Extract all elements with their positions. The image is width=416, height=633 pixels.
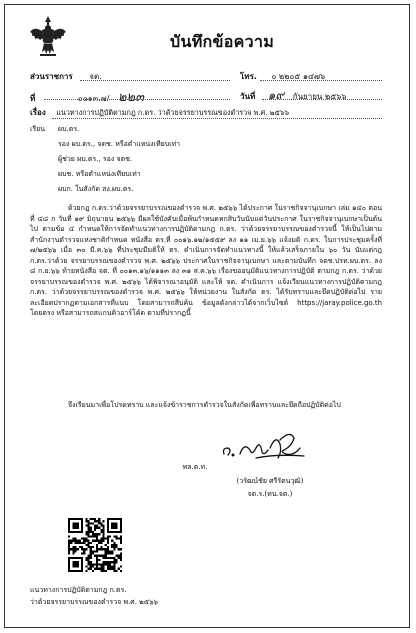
doc-number-handwritten: ๒๒๓	[117, 90, 144, 105]
signer-position: จต.ร.(ทน.จต.)	[247, 490, 293, 498]
doc-number-value: ๐๐๑๓.๗/	[77, 94, 110, 103]
tel-value: ๐ ๒๒๐๕ ๑๔๗๖	[271, 72, 326, 81]
recipient-list	[58, 124, 180, 194]
memo-title: บันทึกข้อความ	[170, 32, 275, 51]
footer-line-2: ว่าด้วยจรรยาบรรณของตำรวจ พ.ศ. ๒๕๖๖	[30, 598, 158, 606]
recipient-line: ผู้ช่วย ผบ.ตร., รอง จตช.	[58, 155, 133, 163]
handwritten-signature	[220, 428, 310, 464]
agency-dotted-line	[80, 80, 230, 81]
body-paragraph-1: ด้วยกฎ ก.ตร.ว่าด้วยจรรยาบรรณของตำรวจ พ.ศ. ๒๕๖๖ ได้ประกาศ ในราชกิจจานุเบกษา เล่ม ๑๔๐ ตอนที่ ๔๘ ก วันที่ ๑๙ มิถุนายน ๒๕๖๖ มีผลใช้บังคับเมื่อพ้นกำหนดหกสิบวันนับแต่วันประกาศ ในราชกิจจานุเบกษาเป็นต้นไป ตามข้อ ๔ กำหนดให้การจัดทำแนวทางการปฏิบัติตามกฎ ก.ตร. ว่าด้วยจรรยาบรรณของตำรวจนี้ ให้เป็นไปตามสำนักงานตำรวจแห่งชาติกำหนด หนังสือ ตร.ที่ ๐๐๑๖.๑๒/๑๕๕๙ ลง ๑๑ เม.ย.๖๖ แจ้งมติ ก.ตร. ในการประชุมครั้งที่ ๗/๒๕๖๖ เมื่อ ๓๐ มี.ค.๖๖ ที่ประชุมมีมติให้ ตร. ดำเนินการจัดทำแนวทางนี้ ให้แล้วเสร็จภายใน ๖๐ วัน นับแต่กฎ ก.ตร.ว่าด้วย จรรยาบรรณของตำรวจ พ.ศ. ๒๕๖๖ ประกาศในราชกิจจานุเบกษา และตามบันทึก จตช.ปรท.ผบ.ตร. ลง ๘ ก.ย.๖๖ ท้ายหนังสือ จต. ที่ ๐๐๑๓.๑๖/๑๑๑๓ ลง ๓๑ ส.ค.๖๖ เรื่องขออนุมัติแนวทางการปฏิบัติ ตามกฎ ก.ตร. ว่าด้วยจรรยาบรรณของตำรวจ พ.ศ. ๒๕๖๖ ได้พิจารณาอนุมัติ และให้ จต. ดำเนินการ แจ้งเวียนแนวทางการปฏิบัติตามกฎ ก.ตร. ว่าด้วยจรรยาบรรณของตำรวจ พ.ศ. ๒๕๖๖ ให้หน่วยงาน ในสังกัด ตร. ได้รับทราบและยึดปฏิบัติต่อไป รายละเอียดปรากฏตามเอกสารที่แนบ โดยสามารถสืบค้น ข้อมูลดังกล่าวได้จากเว็บไซต์ https://jaray.police.go.th โดยตรง หรือสามารถสแกนคิวอาร์โค้ด ตามที่ปรากฏนี้	[30, 204, 382, 317]
agency-label: ส่วนราชการ	[30, 72, 73, 81]
date-dotted-line	[262, 99, 382, 100]
agency-value: จต.	[89, 72, 102, 81]
garuda-emblem-icon	[28, 14, 68, 58]
recipient-line: ผบช. หรือตำแหน่งเทียบเท่า	[58, 170, 141, 178]
date-label: วันที่	[240, 92, 256, 101]
qr-code[interactable]	[68, 518, 122, 572]
doc-number-label: ที่	[30, 94, 36, 103]
tel-label: โทร.	[240, 72, 257, 81]
body-paragraph-2: จึงเรียนมาเพื่อโปรดทราบ และแจ้งข้าราชการตำรวจในสังกัดเพื่อทราบและยึดถือปฏิบัติต่อไป	[68, 401, 341, 409]
signer-name: (วรัฒน์ชัย ศรีรัตนวุฒิ)	[236, 477, 304, 485]
recipient-line: ผบ.ตร.	[58, 125, 80, 133]
date-day: ๑๙	[267, 88, 285, 102]
agency-row	[30, 70, 102, 83]
footer-line-1: แนวทางการปฏิบัติตามกฎ ก.ตร.	[30, 586, 127, 594]
tel-row	[240, 70, 325, 83]
subject-dotted-line	[52, 118, 382, 119]
signer-rank: พล.ต.ท.	[182, 463, 208, 471]
recipient-line: รอง ผบ.ตร., จตช. หรือตำแหน่งเทียบเท่า	[58, 140, 181, 148]
recipient-line: ผบก. ในสังกัด สง.ผบ.ตร.	[58, 185, 134, 193]
doc-number-dotted-line	[44, 99, 230, 100]
subject-value: แนวทางการปฏิบัติตามกฎ ก.ตร. ว่าด้วยจรรยาบรรณของตำรวจ พ.ศ. ๒๕๖๖	[56, 108, 290, 117]
date-row	[240, 86, 346, 105]
recipient-label: เรียน	[30, 125, 46, 133]
subject-label: เรื่อง	[30, 108, 46, 117]
date-month-year: กันยายน ๒๕๖๖	[292, 92, 347, 101]
doc-number-row	[30, 86, 144, 107]
tel-dotted-line	[260, 80, 382, 81]
